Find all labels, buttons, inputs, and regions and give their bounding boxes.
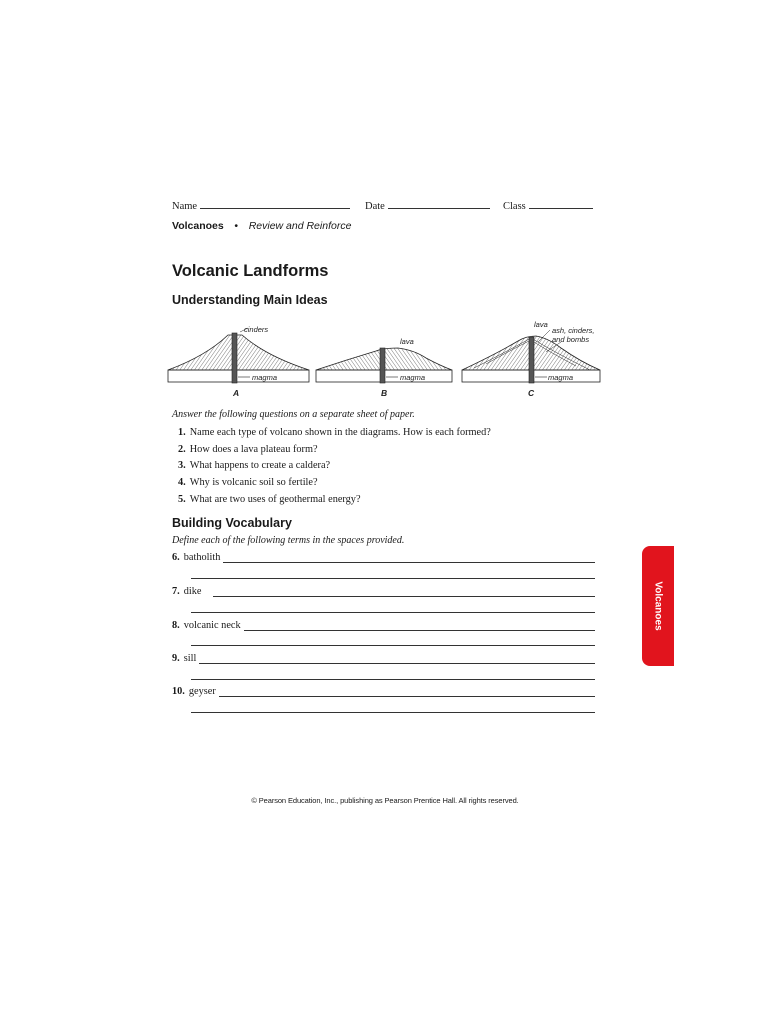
vocab-term: volcanic neck (183, 620, 241, 631)
vocab-number: 10. (172, 686, 185, 697)
class-label: Class (503, 201, 526, 212)
question-2 (178, 444, 318, 455)
vocab-term: sill (183, 653, 197, 664)
chapter-separator: • (234, 220, 239, 232)
diagram-a (168, 325, 309, 398)
date-field (365, 199, 490, 212)
instruction-main-ideas: Answer the following questions on a separate sheet of paper. (172, 409, 415, 420)
vocab-term: batholith (183, 552, 221, 563)
vocab-item-batholith (172, 552, 595, 563)
answer-line[interactable] (191, 712, 595, 713)
answer-line[interactable] (244, 622, 595, 631)
vocab-number: 9. (172, 653, 180, 664)
chapter-section: Review and Reinforce (248, 220, 352, 232)
answer-line[interactable] (213, 588, 595, 597)
answer-line[interactable] (191, 679, 595, 680)
vocab-term: geyser (188, 686, 216, 697)
question-text: What happens to create a caldera? (189, 460, 331, 471)
chapter-line (172, 220, 351, 232)
question-number: 3. (178, 460, 186, 471)
name-blank[interactable] (200, 199, 350, 209)
question-number: 5. (178, 494, 186, 505)
vocab-term: dike (183, 586, 202, 597)
diagram-b (316, 337, 452, 398)
letter-a: A (233, 388, 240, 398)
question-text: What are two uses of geothermal energy? (189, 494, 361, 505)
question-text: Why is volcanic soil so fertile? (189, 477, 318, 488)
label-magma-c: magma (548, 373, 574, 382)
side-tab-label: Volcanoes (652, 581, 664, 631)
label-and-bombs: and bombs (552, 335, 590, 344)
page-title: Volcanic Landforms (172, 262, 329, 280)
section-heading-vocabulary: Building Vocabulary (172, 516, 292, 530)
letter-c: C (528, 388, 535, 398)
question-number: 2. (178, 444, 186, 455)
class-field (503, 199, 593, 212)
question-number: 4. (178, 477, 186, 488)
question-3 (178, 460, 330, 471)
volcano-diagrams (166, 316, 606, 398)
question-text: Name each type of volcano shown in the diagrams. How is each formed? (189, 427, 491, 438)
label-ash-cinders: ash, cinders, (552, 326, 595, 335)
label-magma-b: magma (400, 373, 426, 382)
answer-line[interactable] (199, 655, 595, 664)
vocab-item-dike (172, 586, 595, 597)
chapter-side-tab (642, 546, 674, 666)
vocab-number: 7. (172, 586, 180, 597)
label-lava-c: lava (534, 320, 548, 329)
vocab-number: 6. (172, 552, 180, 563)
chapter-name: Volcanoes (172, 220, 224, 232)
label-lava-b: lava (400, 337, 414, 346)
vocab-item-geyser (172, 686, 595, 697)
question-5 (178, 494, 361, 505)
answer-line[interactable] (191, 645, 595, 646)
label-cinders: cinders (244, 325, 269, 334)
date-label: Date (365, 201, 385, 212)
answer-line[interactable] (191, 612, 595, 613)
question-number: 1. (178, 427, 186, 438)
question-4 (178, 477, 318, 488)
instruction-vocabulary: Define each of the following terms in the spaces provided. (172, 535, 405, 546)
question-text: How does a lava plateau form? (189, 444, 318, 455)
answer-line[interactable] (223, 554, 595, 563)
date-blank[interactable] (388, 199, 490, 209)
class-blank[interactable] (529, 199, 593, 209)
vocab-item-volcanic-neck (172, 620, 595, 631)
answer-line[interactable] (191, 578, 595, 579)
copyright-footer: © Pearson Education, Inc., publishing as Pearson Prentice Hall. All rights reserved. (251, 796, 519, 805)
vocab-item-sill (172, 653, 595, 664)
vocab-number: 8. (172, 620, 180, 631)
diagram-c (462, 320, 600, 398)
label-magma-a: magma (252, 373, 278, 382)
answer-line[interactable] (219, 688, 595, 697)
name-field (172, 199, 350, 212)
name-label: Name (172, 201, 198, 212)
letter-b: B (381, 388, 388, 398)
question-1 (178, 427, 491, 438)
section-heading-main-ideas: Understanding Main Ideas (172, 293, 328, 307)
